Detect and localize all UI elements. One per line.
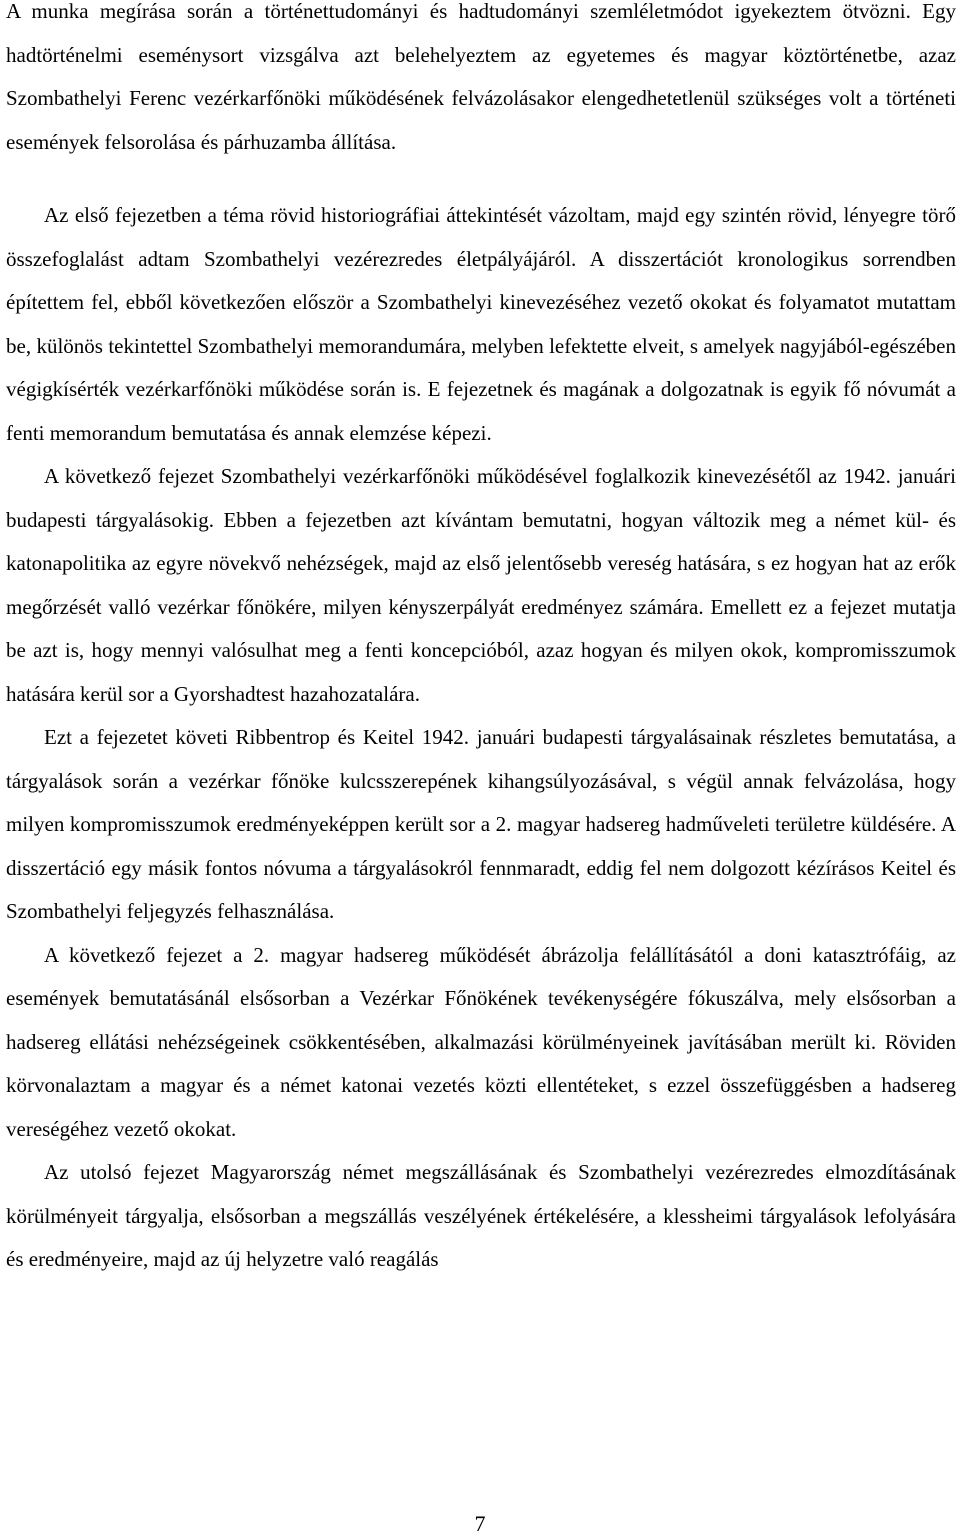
paragraph-methodology: A munka megírása során a történettudományi és hadtudományi szemléletmódot igyekeztem ötvözni. Egy hadtörténelmi eseménysort vizsgálva azt belehelyeztem az egyetemes és magyar köztörténetbe, azaz Szombathelyi Ferenc vezérkarfőnöki működésének felvázolásakor elengedhetetlenül szükséges volt a történeti események felsorolása és párhuzamba állítása.	[6, 0, 956, 154]
page-number: 7	[474, 1511, 486, 1536]
document-page	[6, 0, 956, 1282]
paragraph-next-chapter: A következő fejezet Szombathelyi vezérkarfőnöki működésével foglalkozik kinevezésétől az 1942. januári budapesti tárgyalásokig. Ebben a fejezetben azt kívántam bemutatni, hogyan változik meg a német kül- és katonapolitika az egyre növekvő nehézségek, majd az első jelentősebb vereség hatására, s ez hogyan hat az erők megőrzését valló vezérkar főnökére, milyen kényszerpályát eredményez számára. Emellett ez a fejezet mutatja be azt is, hogy mennyi valósulhat meg a fenti koncepcióból, azaz hogyan és milyen okok, kompromisszumok hatására kerül sor a Gyorshadtest hazahozatalára.	[6, 464, 956, 706]
paragraph-negotiations-chapter: Ezt a fejezetet követi Ribbentrop és Keitel 1942. januári budapesti tárgyalásainak részletes bemutatása, a tárgyalások során a vezérkar főnöke kulcsszerepének kihangsúlyozásával, s végül annak felvázolása, hogy milyen kompromisszumok eredményeképpen került sor a 2. magyar hadsereg hadműveleti területre küldésére. A disszertáció egy másik fontos nóvuma a tárgyalásokról fennmaradt, eddig fel nem dolgozott kézírásos Keitel és Szombathelyi feljegyzés felhasználása.	[6, 725, 956, 923]
paragraph-first-chapter: Az első fejezetben a téma rövid historiográfiai áttekintését vázoltam, majd egy szintén rövid, lényegre törő összefoglalást adtam Szombathelyi vezérezredes életpályájáról. A disszertációt kronologikus sorrendben építettem fel, ebből következően először a Szombathelyi kinevezéséhez vezető okokat és folyamatot mutattam be, különös tekintettel Szombathelyi memorandumára, melyben lefektette elveit, s amelyek nagyjából-egészében végigkísérték vezérkarfőnöki működése során is. E fejezetnek és magának a dolgozatnak is egyik fő nóvumát a fenti memorandum bemutatása és annak elemzése képezi.	[6, 203, 956, 445]
paragraph-second-army-chapter: A következő fejezet a 2. magyar hadsereg működését ábrázolja felállításától a doni katasztrófáig, az események bemutatásánál elsősorban a Vezérkar Főnökének tevékenységére fókuszálva, mely elsősorban a hadsereg ellátási nehézségeinek csökkentésében, alkalmazási körülményeinek javításában merült ki. Röviden körvonalaztam a magyar és a német katonai vezetés közti ellentéteket, s ezzel összefüggésben a hadsereg vereségéhez vezető okokat.	[6, 942, 956, 1141]
paragraph-last-chapter: Az utolsó fejezet Magyarország német megszállásának és Szombathelyi vezérezredes elmozdításának körülményeit tárgyalja, elsősorban a megszállás veszélyének értékelésére, a klessheimi tárgyalások lefolyására és eredményeire, majd az új helyzetre való reagálás	[6, 1160, 956, 1271]
